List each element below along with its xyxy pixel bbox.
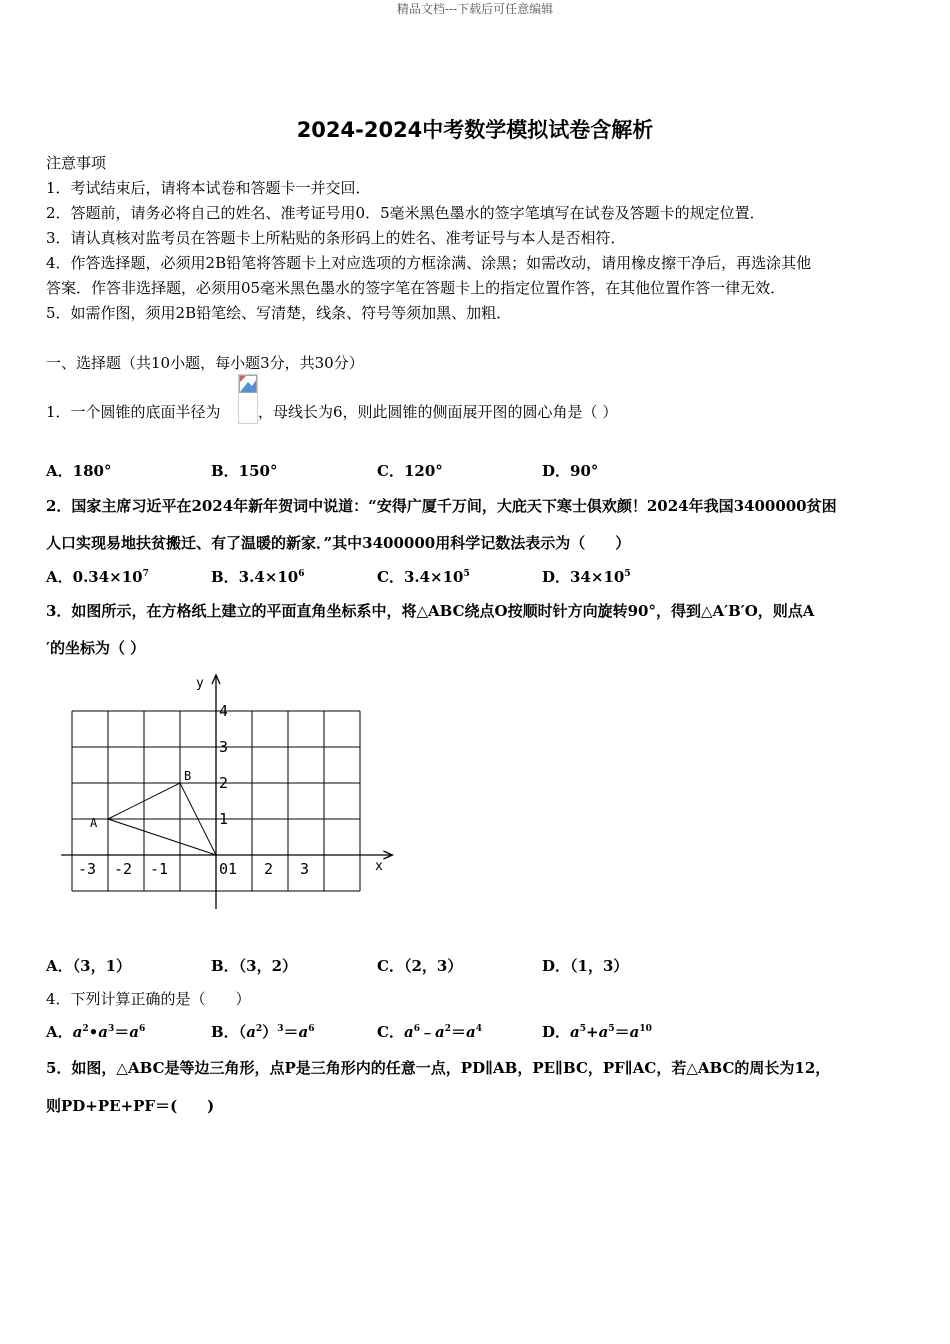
q2-option-c: C．$3.4\times 10^5$ [377,568,470,586]
q3-option-b: B．（3，2） [211,957,298,975]
q2-line1: 2．国家主席习近平在2024年新年贺词中说道：“安得广厦千万间，大庇天下寒士俱欢颜！2024年我国3400000贫困 [46,497,837,515]
x-tick-label: -2 [114,860,133,878]
q5-line2: 则PD+PE+PF＝( ) [46,1097,215,1115]
q1-option-b: B．150° [211,462,278,480]
x-tick-label: -1 [150,860,169,878]
note-item: 答案．作答非选择题，必须用05毫米黑色墨水的签字笔在答题卡上的指定位置作答，在其他位置作答一律无效． [46,279,786,297]
q1-option-a: A．180° [46,462,112,480]
x-tick-label: 0 [219,860,229,878]
axis-label-x: x [375,859,383,874]
note-item: 5．如需作图，须用2B铅笔绘、写清楚，线条、符号等须加黑、加粗． [46,304,512,322]
q4-option-a: A．$a^2•a^3=a^6$ [46,1023,146,1041]
x-tick-label: 3 [300,860,310,878]
q4-option-c: C．$a^6﹣a^2=a^4$ [377,1023,482,1041]
q3-option-a: A．（3，1） [46,957,132,975]
note-item: 2．答题前，请务必将自己的姓名、准考证号用0．5毫米黑色墨水的签字笔填写在试卷及答题卡的规定位置． [46,204,765,222]
q3-line2: ′的坐标为（ ） [46,639,146,657]
page-title: 2024-2024中考数学模拟试卷含解析 [296,118,654,142]
note-item: 4．作答选择题，必须用2B铅笔将答题卡上对应选项的方框涂满、涂黑；如需改动，请用橡皮擦干净后，再选涂其他 [46,254,812,272]
q4-stem: 4．下列计算正确的是（ ） [46,990,251,1008]
page-header: 精品文档---下载后可任意编辑 [396,2,554,16]
q1-option-d: D．90° [542,462,599,480]
q5-line1: 5．如图，△ABC是等边三角形，点P是三角形内的任意一点，PD∥AB，PE∥BC，PF∥AC，若△ABC的周长为12， [46,1059,831,1077]
point-label-a: A [90,816,98,830]
section-heading: 一、选择题（共10小题，每小题3分，共30分） [46,354,364,372]
broken-image-icon [238,374,258,424]
q3-option-c: C．（2，3） [377,957,463,975]
q2-option-a: A．$0.34\times 10^7$ [46,568,149,586]
note-item: 3．请认真核对监考员在答题卡上所粘贴的条形码上的姓名、准考证号与本人是否相符． [46,229,626,247]
q4-option-b: B．$(a^2)^3=a^6$ [211,1023,315,1041]
q2-option-d: D．$34\times 10^5$ [542,568,631,586]
q3-line1: 3．如图所示，在方格纸上建立的平面直角坐标系中，将△ABC绕点O按顺时针方向旋转90°，得到△A′B′O，则点A [46,602,815,620]
y-tick-label: 2 [219,774,229,792]
point-label-b: B [184,769,192,783]
q1-option-c: C．120° [377,462,443,480]
q1-stem-a: 1．一个圆锥的底面半径为 [46,403,221,421]
note-item: 1．考试结束后，请将本试卷和答题卡一并交回． [46,179,371,197]
y-tick-label: 3 [219,738,229,756]
y-tick-label: 1 [219,810,229,828]
y-tick-label: 4 [219,702,229,720]
coordinate-grid-figure [50,665,410,915]
axis-label-y: y [196,676,204,691]
q4-option-d: D．$a^5+a^5=a^{10}$ [542,1023,652,1041]
x-tick-label: 1 [228,860,238,878]
x-tick-label: -3 [78,860,97,878]
q2-line2: 人口实现易地扶贫搬迁、有了温暖的新家．”其中3400000用科学记数法表示为（ ） [46,534,631,552]
q1-stem-b: ，母线长为6，则此圆锥的侧面展开图的圆心角是（ ） [258,403,618,421]
x-tick-label: 2 [264,860,274,878]
q2-option-b: B．$3.4\times 10^6$ [211,568,305,586]
notes-heading: 注意事项 [46,154,107,172]
q3-option-d: D．（1，3） [542,957,629,975]
